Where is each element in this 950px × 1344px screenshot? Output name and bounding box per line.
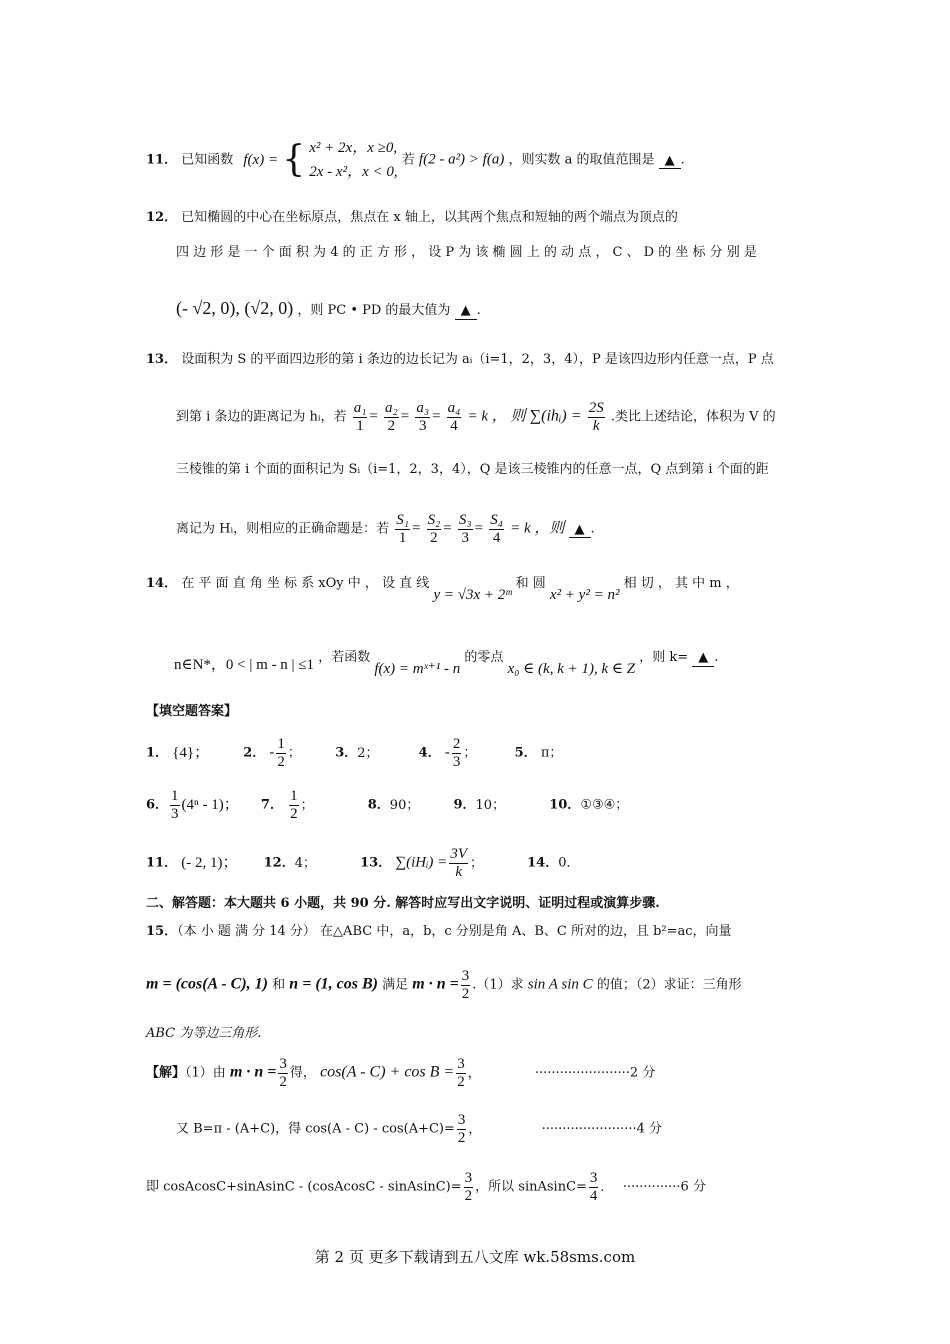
fraction-2s-k: $\frac{2S}{k}$ <box>588 400 604 434</box>
question-text: 已知函数 <box>181 152 234 168</box>
text-circle: 和 圆 <box>515 576 546 591</box>
question-14-line-1 <box>146 574 739 603</box>
brace: { <box>282 139 306 180</box>
text-if-function: ，若函数 <box>318 650 371 665</box>
period: . <box>590 521 595 537</box>
question-15-line-2: m = (cos(A - C), 1) 和 n = (1, cos B) 满足 m · n = $\frac{3}{2}$ .（1）求 sin A sin C 的值；（2）求证：三角形 <box>146 968 742 1002</box>
question-text: 设面积为 S 的平面四边形的第 i 条边的边长记为 aᵢ（i=1，2，3，4），P 是该四边形内任意一点，P 点 <box>181 352 774 367</box>
question-text: 到第 i 条边的距离记为 hᵢ，若 <box>176 409 347 425</box>
question-12-line-2: 四 边 形 是 一 个 面 积 为 4 的 正 方 形 ， 设 P 为 该 椭 圆 上 的 动 点 ， C 、 D 的 坐 标 分 别 是 <box>176 245 757 260</box>
sum-expression: ∑(ihᵢ) = <box>529 407 582 425</box>
zero-interval: x₀ ∈ (k, k + 1), k ∈ Z <box>507 661 636 677</box>
question-15-line-3: ABC 为等边三角形. <box>146 1026 262 1041</box>
answer-blank: ▲ <box>692 650 714 667</box>
period: . <box>476 303 481 318</box>
text-k: ，则 k= <box>639 650 689 665</box>
fraction-a2: $\frac{\text{a₂}}{2}$ <box>385 400 398 434</box>
question-11 <box>146 136 685 184</box>
line-equation: y = √3x + 2ᵐ <box>433 587 512 603</box>
solution-line-2: 又 B=π - (A+C)，得 cos(A - C) - cos(A+C)= $\frac{3}{2}$ ， ·······················4 分 <box>176 1112 663 1146</box>
section-2-heading: 二、解答题：本大题共 6 小题，共 90 分. 解答时应写出文字说明、证明过程或演算步骤. <box>146 896 660 911</box>
equals-k: = k ， 则 <box>467 408 526 425</box>
question-12-line-1 <box>146 210 678 226</box>
question-number: 14． <box>146 576 178 591</box>
question-text: ，则 PC • PD 的最大值为 <box>297 303 451 318</box>
fraction-s2: $\frac{\text{S₂}}{2}$ <box>427 512 441 546</box>
question-text-2: .类比上述结论，体积为 V 的 <box>610 409 776 425</box>
question-14-line-2 <box>174 648 719 677</box>
answers-row-3: 11． (- 2, 1)； 12．4； 13． ∑(iHᵢ) = $\frac{3V}{k}$ ； 14．0． <box>146 846 580 880</box>
fraction-a4: $\frac{\text{a₄}}{4}$ <box>447 400 461 434</box>
question-12-line-3 <box>176 298 481 320</box>
piecewise-cases <box>309 136 397 184</box>
condition: f(2 - a²) > f(a) <box>418 151 505 168</box>
solution-line-3: 即 cosAcosC+sinAsinC - (cosAcosC - sinAsinC)= $\frac{3}{2}$ ，所以 sinAsinC= $\frac{3}{4}$ . ··············6 分 <box>146 1170 706 1204</box>
answers-row-2: 6． $\frac{1}{3}$ (4ⁿ - 1)； 7． $\frac{1}{2}$ ； 8．90； 9．10； 10．①③④； <box>146 788 629 822</box>
equals-k-then: = k ，则 <box>510 520 565 537</box>
fraction-a3: $\frac{\text{a₃}}{3}$ <box>416 400 430 434</box>
text-zero: 的零点 <box>464 650 504 665</box>
answers-row-1: 1． {4}； 2． - $\frac{1}{2}$ ； 3．2； 4． - $\frac{2}{3}$ ； 5． π； <box>146 736 563 770</box>
question-number: 13． <box>146 352 178 367</box>
question-text: 在 平 面 直 角 坐 标 系 xOy 中 ， 设 直 线 <box>181 576 430 591</box>
question-13-line-4: 离记为 Hᵢ，则相应的正确命题是：若 $\frac{\text{S₁}}{1}$ = $\frac{\text{S₂}}{2}$ = $\frac{\text{S₃}}{3}$ = $\frac{\text{S₄}}{4}$ = k ，则 ▲ . <box>176 512 595 546</box>
function-label: f(x) = <box>243 151 279 168</box>
question-text: 离记为 Hᵢ，则相应的正确命题是：若 <box>176 521 390 537</box>
fraction-s4: $\frac{\text{S₄}}{4}$ <box>490 512 503 546</box>
fraction-a1: $\frac{\text{a₁}}{1}$ <box>353 400 367 434</box>
question-15-line-1: 15．（本 小 题 满 分 14 分） 在△ABC 中，a，b，c 分别是角 A、B、C 所对的边，且 b²=ac，向量 <box>146 924 732 939</box>
question-13-line-3: 三棱锥的第 i 个面的面积记为 Sᵢ（i=1，2，3，4），Q 是该三棱锥内的任意一点，Q 点到第 i 个面的距 <box>176 462 769 477</box>
condition-mn: n∈N*，0 < | m - n | ≤1 <box>174 657 315 673</box>
question-number: 11． <box>146 152 178 168</box>
period: . <box>714 650 719 665</box>
question-text-2: ，则实数 a 的取值范围是 <box>508 152 655 168</box>
question-number: 12． <box>146 210 178 225</box>
text-if: 若 <box>401 152 415 168</box>
question-text: 已知椭圆的中心在坐标原点，焦点在 x 轴上，以其两个焦点和短轴的两个端点为顶点的 <box>181 210 678 225</box>
case-1: x² + 2x，x ≥0, <box>309 140 398 156</box>
answer-blank: ▲ <box>569 522 591 539</box>
answers-title: 【填空题答案】 <box>146 704 238 719</box>
fraction-s1: $\frac{\text{S₁}}{1}$ <box>396 512 409 546</box>
question-13-line-2: 到第 i 条边的距离记为 hᵢ，若 $\frac{\text{a₁}}{1}$ = $\frac{\text{a₂}}{2}$ = $\frac{\text{a₃}}{3}$ = $\frac{\text{a₄}}{4}$ = k ， 则 ∑(ihᵢ) = $\frac{2S}{k}$ .类比上述结论，体积为 V 的 <box>176 400 776 434</box>
page-footer: 第 2 页 更多下载请到五八文库 wk.58sms.com <box>314 1248 636 1266</box>
circle-equation: x² + y² = n² <box>549 587 620 603</box>
case-2: 2x - x²，x < 0, <box>309 164 398 180</box>
answer-blank: ▲ <box>455 303 477 320</box>
fraction-s3: $\frac{\text{S₃}}{3}$ <box>458 512 472 546</box>
function-fx: f(x) = mˣ⁺¹ - n <box>374 661 461 677</box>
question-13-line-1 <box>146 352 774 368</box>
answer-blank: ▲ <box>659 153 681 170</box>
text-tangent: 相 切 ， 其 中 m ， <box>623 576 739 591</box>
solution-line-1: 【解】（1）由 m · n = $\frac{3}{2}$ 得， cos(A - C) + cos B = $\frac{3}{2}$ ， ·······················2 分 <box>146 1056 656 1090</box>
period: . <box>680 152 685 168</box>
points-cd: (- √2, 0), (√2, 0) <box>176 298 294 318</box>
